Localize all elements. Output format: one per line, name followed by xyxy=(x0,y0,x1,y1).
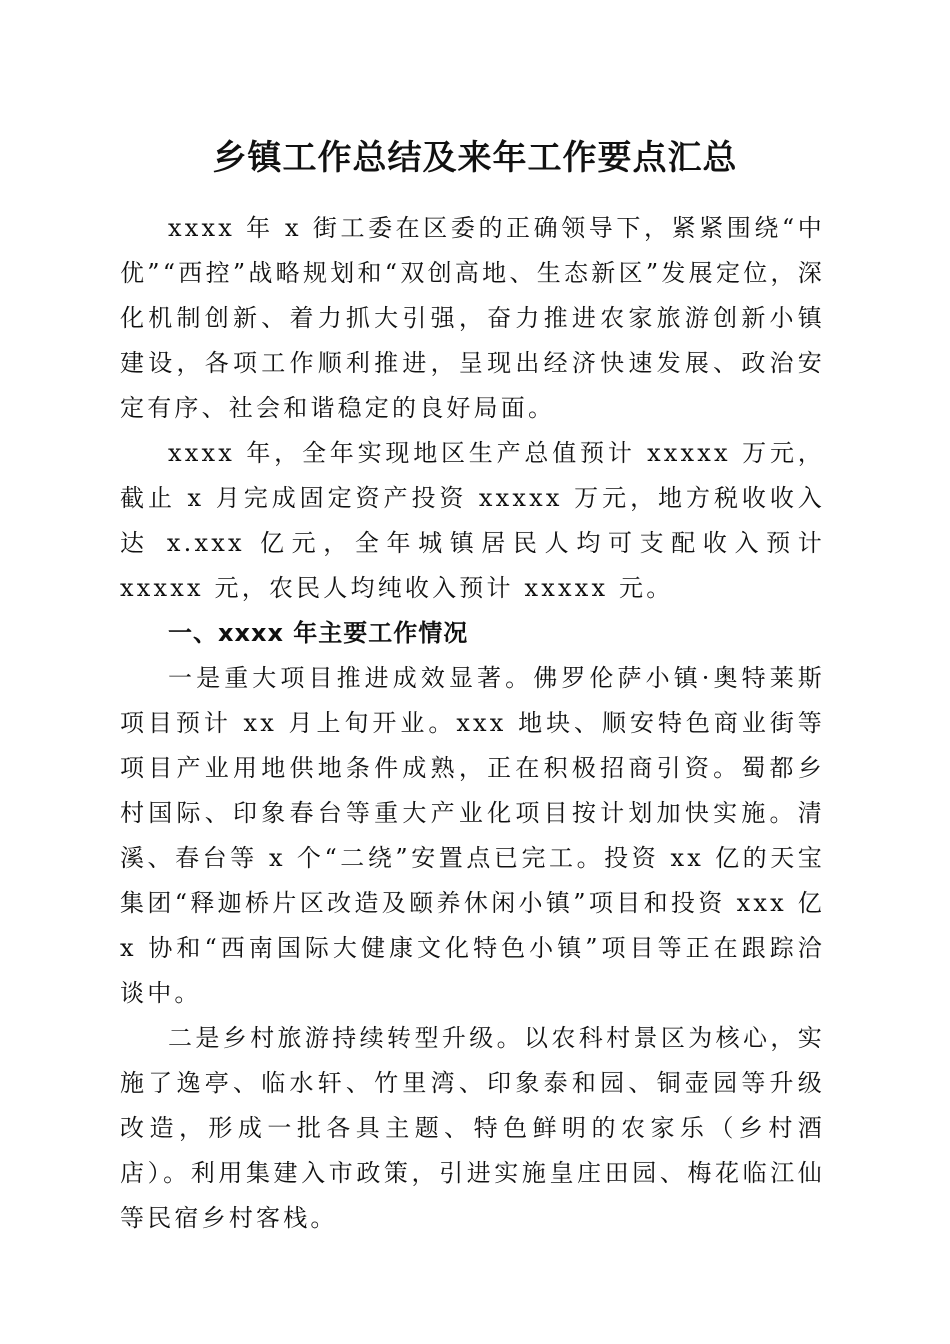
work-item-lead: 二是乡村旅游持续转型升级。 xyxy=(168,1024,524,1052)
work-item-paragraph xyxy=(120,1016,825,1241)
work-item-paragraph xyxy=(120,656,825,1016)
section-heading: 一、xxxx 年主要工作情况 xyxy=(168,619,469,647)
intro-paragraph: xxxx 年 x 街工委在区委的正确领导下，紧紧围绕“中优”“西控”战略规划和“双创高地、生态新区”发展定位，深化机制创新、着力抓大引强，奋力推进农家旅游创新小镇建设，各项工作顺利推进，呈现出经济快速发展、政治安定有序、社会和谐稳定的良好局面。 xyxy=(120,214,825,422)
document-body xyxy=(120,206,825,1241)
work-item-text: 以农科村景区为核心，实施了逸亭、临水轩、竹里湾、印象泰和园、铜壶园等升级改造，形成一批各具主题、特色鲜明的农家乐（乡村酒店）。利用集建入市政策，引进实施皇庄田园、梅花临江仙等民宿乡村客栈。 xyxy=(120,1024,825,1232)
work-item-text: 佛罗伦萨小镇·奥特莱斯项目预计 xx 月上旬开业。xxx 地块、顺安特色商业街等项目产业用地供地条件成熟，正在积极招商引资。蜀都乡村国际、印象春台等重大产业化项目按计划加快实施。清溪、春台等 x 个“二绕”安置点已完工。投资 xx 亿的天宝集团“释迦桥片区改造及颐养休闲小镇”项目和投资 xxx 亿 x 协和“西南国际大健康文化特色小镇”项目等正在跟踪洽谈中。 xyxy=(120,664,826,1007)
summary-paragraph: xxxx 年，全年实现地区生产总值预计 xxxxx 万元，截止 x 月完成固定资产投资 xxxxx 万元，地方税收收入达 x.xxx 亿元，全年城镇居民人均可支配收入预计 xxxxx 元，农民人均纯收入预计 xxxxx 元。 xyxy=(120,439,825,602)
page-title: 乡镇工作总结及来年工作要点汇总 xyxy=(212,138,738,178)
work-item-lead: 一是重大项目推进成效显著。 xyxy=(168,664,534,692)
